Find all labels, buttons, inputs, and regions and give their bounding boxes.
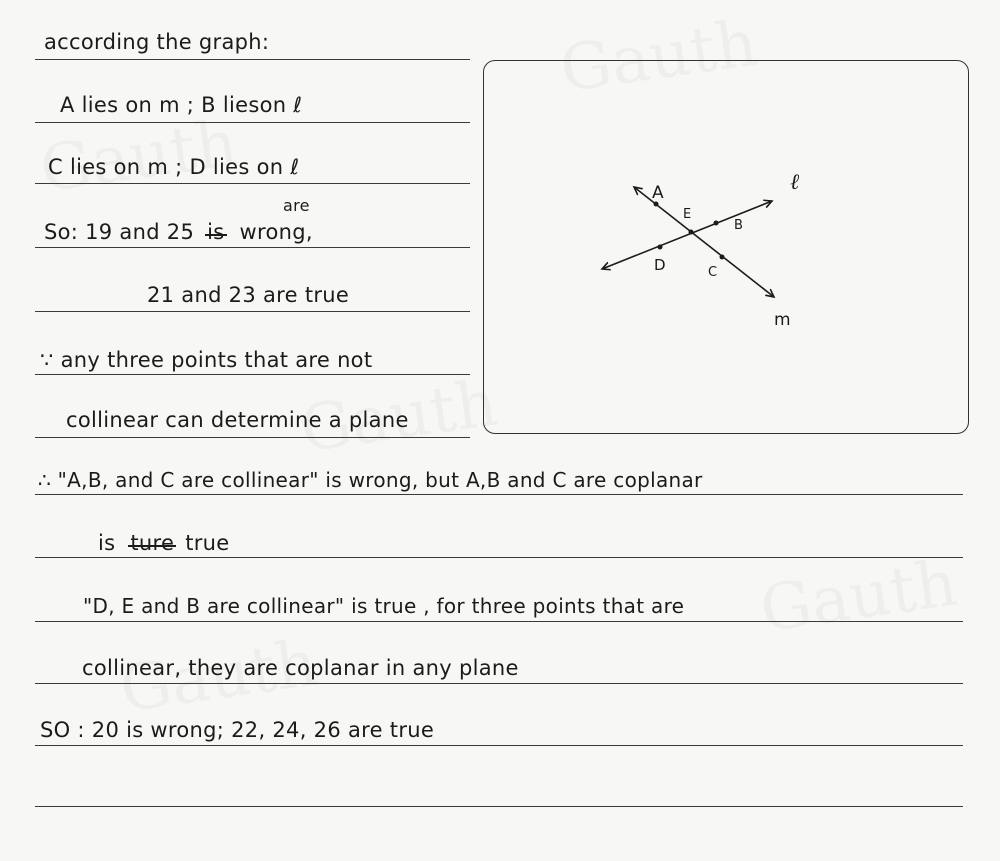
ruled-line <box>35 311 470 312</box>
label-b: B <box>734 218 743 233</box>
note-line-4-prefix: So: 19 and 25 <box>44 220 195 244</box>
label-l: ℓ <box>790 170 800 195</box>
ruled-line <box>35 437 470 438</box>
point-e <box>689 230 694 235</box>
note-line-7: collinear can determine a plane <box>66 408 409 432</box>
ruled-line <box>35 247 470 248</box>
ruled-line <box>35 806 963 807</box>
ruled-line <box>35 183 470 184</box>
ruled-line <box>35 494 963 495</box>
ruled-line <box>35 374 470 375</box>
note-line-4-suffix: wrong, <box>239 220 313 244</box>
note-insertion-are: are <box>283 196 310 215</box>
note-line-9-suffix: true <box>185 531 230 555</box>
ruled-line <box>35 557 963 558</box>
label-c: C <box>708 265 718 280</box>
note-line-3: C lies on m ; D lies on ℓ <box>48 155 300 179</box>
struck-word: is <box>207 220 225 244</box>
label-a: A <box>652 183 664 203</box>
watermark <box>756 547 962 648</box>
note-line-11: collinear, they are coplanar in any plane <box>82 656 519 680</box>
point-b <box>714 221 719 226</box>
point-d <box>658 245 663 250</box>
ruled-line <box>35 683 963 684</box>
note-line-10: "D, E and B are collinear" is true , for three points that are <box>83 594 685 618</box>
note-line-5: 21 and 23 are true <box>147 283 350 307</box>
figure-lines-diagram <box>484 61 968 433</box>
figure-box <box>483 60 969 434</box>
note-line-12: SO : 20 is wrong; 22, 24, 26 are true <box>40 718 435 742</box>
struck-word: ture <box>130 531 175 555</box>
ruled-line <box>35 122 470 123</box>
note-line-2: A lies on m ; B lieson ℓ <box>60 93 303 117</box>
note-line-4 <box>44 222 313 243</box>
ruled-line <box>35 745 963 746</box>
point-c <box>720 255 725 260</box>
label-m: m <box>774 310 791 330</box>
note-line-1: according the graph: <box>44 30 270 54</box>
ruled-line <box>35 621 963 622</box>
note-line-9-prefix: is <box>98 531 116 555</box>
ruled-line <box>35 59 470 60</box>
note-line-8: ∴ "A,B, and C are collinear" is wrong, but A,B and C are coplanar <box>38 468 703 492</box>
label-d: D <box>654 256 666 274</box>
note-line-9 <box>98 533 230 554</box>
note-line-6: ∵ any three points that are not <box>40 348 373 372</box>
label-e: E <box>683 207 692 222</box>
